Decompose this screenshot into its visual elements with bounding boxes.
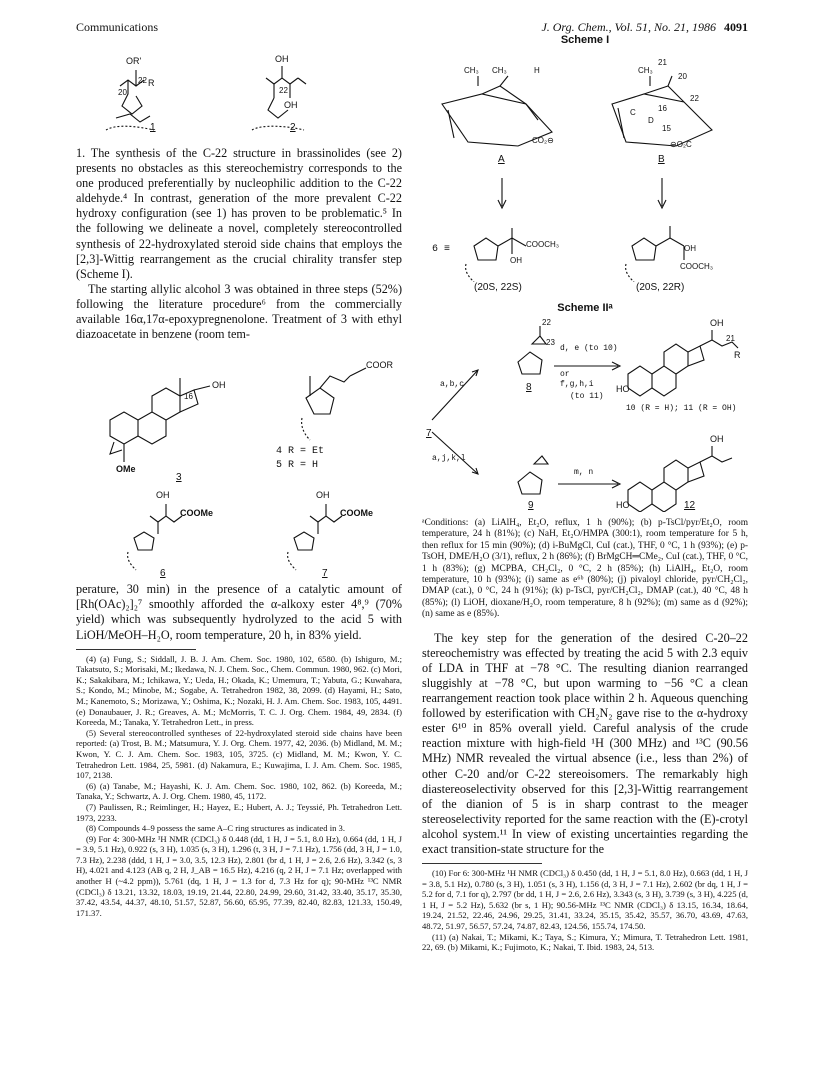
scheme-1 (422, 46, 748, 282)
label-ch3-a1: CH₃ (464, 66, 479, 75)
label-c22-b: 22 (279, 86, 288, 95)
compound-label-7: 7 (322, 568, 328, 580)
right-column (422, 34, 748, 953)
compound-label-5: 5 R = H (276, 460, 319, 472)
ts-label-a: A (498, 154, 505, 165)
label-ome-3: OMe (116, 464, 136, 475)
body-continuation (76, 582, 402, 642)
label-ho-10: HO (616, 384, 630, 394)
label-cooch3-a: COOCH₃ (526, 240, 560, 249)
structures-3-4-5 (76, 346, 402, 486)
header-journal (541, 20, 748, 35)
label-oh-3: OH (212, 380, 226, 391)
structure-drawing-1-2 (76, 34, 402, 138)
paragraph-2: The starting allylic alcohol 3 was obtained in three steps (52%) following the literature procedure⁶ from the commercially available 16α,17α-epoxypregnenolone. Treatment of 3 with ethyl diazoacetate in benzene (room tem- (76, 281, 402, 342)
label-c22-a: 22 (138, 76, 147, 85)
label-c22-8: 22 (542, 318, 551, 327)
left-column (76, 34, 402, 918)
label-or-prime: OR' (126, 56, 142, 66)
footnote-11: (11) (a) Nakai, T.; Mikami, K.; Taya, S.; Kimura, Y.; Mimura, T. Tetrahedron Lett. 1981, 22, 69. (b) Mikami, K.; Fujimoto, K.; Nakai, T. Ibid. 1983, 24, 513. (422, 931, 748, 953)
paragraph-1: 1. The synthesis of the C-22 structure in brassinolides (see 2) presents no obstacles as this stereochemistry corresponds to the one produced preferentially by nucleophilic addition to the C-22 aldehyde.⁴ In contrast, generation of the more prevalent C-22 hydroxy configuration (see 1) has proven to be problematic.⁵ In the following we delineate a novel, completely stereocontrolled synthesis of 22-hydroxylated steroid side chains that employs the [2,3]-Wittig rearrangement as the crucial chirality transfer step (Scheme I). (76, 146, 402, 281)
footnote-9: (9) For 4: 300-MHz ¹H NMR (CDCl₃) δ 0.448 (dd, 1 H, J = 5.1, 8.0 Hz), 0.664 (dd, 1 H, J = 3.9, 5.1 Hz), 0.922 (s, 3 H), 1.035 (s, 3 H), 1.296 (t, 3 H, J = 7.1 Hz), 1.756 (dd, 3 H, J = 1.0, 7.3 Hz), 2.238 (ddd, 1 H, J = 3.0, 3.5, 12.3 Hz), 2.801 (br d, 1 H, J = 2.6, 2.6 Hz), 3.342 (s, 3 H), 4.021 and 4.123 (AB q, 2 H, J_AB = 16.5 Hz), 4.216 (q, 2 H, J = 7.1 Hz; overlapped with another H (~4.2 ppm)), 5.761 (dq, 1 H, J = 1.3 for d, 7.3 Hz for q); 90-MHz ¹³C NMR (CDCl₃) δ 13.21, 13.32, 18.03, 19.19, 21.44, 22.80, 24.99, 29.60, 31.42, 33.40, 35.17, 35.30, 37.42, 43.54, 44.37, 48.10, 51.57, 52.87, 56.60, 65.95, 77.39, 82.40, 82.83, 121.33, 150.49, 171.37. (76, 833, 402, 918)
label-c20: 20 (118, 88, 127, 97)
footnote-rule-right (422, 863, 542, 864)
label-r: R (148, 78, 155, 88)
structure-drawing-6-7 (76, 486, 402, 582)
compound-label-10-11: 10 (R = H); 11 (R = OH) (626, 404, 737, 413)
footnote-5: (5) Several stereocontrolled syntheses of 22-hydroxylated steroid side chains have been reported: (a) Trost, B. M.; Matsumura, Y. J. Org. Chem. 1977, 42, 2036. (b) Midland, M. M.; Kwon, Y. C. J. Am. Chem. Soc. 1983, 105, 3725. (c) Midland, M. M.; Kwon, Y. C. Tetrahedron Lett. 1984, 25, 5981. (d) Nakamura, E.; Kuwajima, I. J. Am. Chem. Soc. 1985, 107, 2138. (76, 727, 402, 781)
label-six-equals: 6 ≡ (432, 244, 451, 255)
label-c21-10: 21 (726, 334, 735, 343)
scheme-1-drawing (422, 46, 748, 282)
scheme-2-title: Scheme IIᵃ (557, 302, 613, 314)
header-citation: J. Org. Chem., Vol. 51, No. 21, 1986 (541, 20, 716, 34)
footnote-rule (76, 649, 196, 650)
label-o2c-b: ⊖O₂C (670, 140, 692, 149)
label-oh-12: OH (710, 434, 724, 444)
stereo-label-20s-22r: (20S, 22R) (636, 282, 685, 293)
stereo-label-20s-22s: (20S, 22S) (474, 282, 522, 293)
label-oh-7: OH (316, 490, 330, 501)
label-h-a: H (534, 66, 540, 75)
label-coor: COOR (366, 360, 393, 371)
label-c22-b: 22 (690, 94, 699, 103)
label-oh-10: OH (710, 318, 724, 328)
paragraph-3: perature, 30 min) in the presence of a catalytic amount of [Rh(OAc)₂]₂⁷ smoothly afforded the α-alkoxy ester 4⁸,⁹ (70% yield) which was subsequently hydrolyzed to the acid 5 with LiOH/MeOH–H₂O, room temperature, 20 h, in 83% yield. (76, 582, 402, 642)
footnote-4: (4) (a) Fung, S.; Siddall, J. B. J. Am. Chem. Soc. 1980, 102, 6580. (b) Ishiguro, M.; Takatsuto, S.; Morisaki, M.; Ikedawa, N. J. Chem. Soc., Chem. Commun. 1980, 962. (c) Mori, K.; Sakakibara, M.; Ichikawa, Y.; Ueda, H.; Okada, K.; Umemura, T.; Yabuta, G.; Kuwahara, S.; Kondo, M.; Minobe, M.; Sogabe, A. Tetrahedron 1982, 38, 2099. (d) Hayami, H.; Sato, M.; Kanemoto, S.; Morizawa, Y.; Oshima, K.; Nozaki, H. J. Am. Chem. Soc. 1983, 105, 4491. (e) Donaubauer, J. R.; Greaves, A. M.; McMorris, T. C. J. Org. Chem. 1984, 49, 2834. (f) Koreeda, M.; Tanaka, Y. Tetrahedron Lett., in press. (76, 653, 402, 728)
header-section: Communications (76, 20, 158, 34)
stereo-labels (422, 282, 748, 298)
label-oh-bottom: OH (284, 100, 298, 110)
label-oh-b: OH (684, 244, 696, 253)
label-ho-12: HO (616, 500, 630, 510)
step-label-ajkl: a,j,k,l (432, 454, 466, 463)
label-co2-a: CO₂⊖ (532, 136, 554, 145)
footnotes-left (76, 654, 402, 919)
label-coome-6: COOMe (180, 508, 214, 519)
compound-label-6: 6 (160, 568, 166, 580)
step-label-abc: a,b,c (440, 380, 465, 389)
footnote-8: (8) Compounds 4–9 possess the same A–C ring structures as indicated in 3. (86, 823, 345, 834)
label-coome-7: COOMe (340, 508, 374, 519)
label-c15-b: 15 (662, 124, 671, 133)
label-ch3-b1: CH₃ (638, 66, 653, 75)
label-oh-6: OH (156, 490, 170, 501)
compound-label-1: 1 (150, 122, 156, 133)
label-c20-b: 20 (678, 72, 687, 81)
label-c23-8: 23 (546, 338, 555, 347)
ts-label-b: B (658, 154, 665, 165)
body-right (422, 631, 748, 857)
page-number: 4091 (724, 20, 748, 34)
step-label-fghi: f,g,h,i (560, 380, 594, 389)
label-ring-c: C (630, 108, 636, 117)
footnote-7: (7) Paulissen, R.; Reimlinger, H.; Hayez, E.; Hubert, A. J.; Teyssié, Ph. Tetrahedron Lett. 1973, 2233. (76, 801, 402, 823)
scheme-1-title: Scheme I (560, 34, 610, 46)
footnote-6: (6) (a) Tanabe, M.; Hayashi, K. J. Am. Chem. Soc. 1980, 102, 862. (b) Koreeda, M.; Tanaka, Y.; Schwartz, A. J. Org. Chem. 1980, 45, 1172. (76, 780, 402, 802)
step-label-de: d, e (to 10) (560, 344, 618, 353)
body-intro (76, 146, 402, 342)
label-c16-3: 16 (184, 392, 193, 402)
compound-label-8: 8 (526, 382, 532, 393)
compound-label-4: 4 R = Et (276, 446, 325, 458)
scheme-2 (422, 314, 748, 512)
label-ring-d: D (648, 116, 654, 125)
structures-6-7 (76, 486, 402, 582)
compound-label-3: 3 (176, 472, 182, 484)
scheme-2-conditions: ᵃConditions: (a) LiAlH₄, Et₂O, reflux, 1 h (90%); (b) p-TsCl/pyr/Et₂O, room temperature, 24 h (81%); (c) NaH, Et₂O/HMPA (300:1), room temperature for 5 h, then reflux for 15 min (90%); (d) i-BuMgCl, CuI (cat.), THF, 0 °C, 1 h (93%); (e) p-TsOH, DME/H₂O (3/1), reflux, 2 h (86%); (f) BrMgCH═CMe₂, CuI (cat.), THF, 0 °C, 1 h (83%); (g) MCPBA, CH₂Cl₂, 0 °C, 2 h (85%); (h) LiAlH₄, Et₂O, room temperature, 10 h (93%); (i) same as e⁶ᵇ (80%); (j) pivaloyl chloride, pyr/CH₂Cl₂, DMAP (cat.), 0 °C, 24 h (91%); (k) p-TsCl, pyr/CH₂Cl₂, DMAP (cat.), 40 °C, 48 h (85%); (l) LiOH, dioxane/H₂O, room temperature, 8 h (92%); (m) same as d (92%); (n) same as e (85%). (422, 518, 748, 620)
compound-label-12: 12 (684, 500, 696, 511)
label-oh-top: OH (275, 54, 289, 64)
compound-label-7b: 7 (426, 428, 432, 439)
label-cooch3-b: COOCH₃ (680, 262, 714, 271)
footnotes-right (422, 868, 748, 953)
step-label-or: or (560, 370, 570, 379)
label-c21-b: 21 (658, 58, 667, 67)
label-oh-a: OH (510, 256, 522, 265)
paragraph-right: The key step for the generation of the desired C-20–22 stereochemistry was effected by treating the acid 5 with 2.3 equiv of LDA in THF at −78 °C. The resulting dianion rearranged sluggishly at −78 °C, but upon warming to −56 °C a clean rearrangement reaction took place within 2 h. Aqueous quenching followed by esterification with CH₂N₂ gave rise to the α-hydroxy ester 6¹⁰ in 85% overall yield. Careful analysis of the crude reaction mixture with high-field ¹H (300 MHz) and ¹³C (90.56 MHz) NMR revealed the virtual absence (i.e., less than 2%) of other C-20 and/or C-22 stereoisomers. The remarkably high diastereoselectivity observed for this [2,3]-Wittig rearrangement of the dianion of 5 is in sharp contrast to the meager stereoselectivity reported for the same reaction with the (E)-crotyl alcohol system.¹¹ In view of existing uncertainties regarding the exact transition-state structure for the (422, 630, 748, 856)
label-r-10: R (734, 350, 741, 360)
step-label-to11: (to 11) (570, 392, 604, 401)
structures-1-2 (76, 34, 402, 138)
step-label-mn: m, n (574, 468, 594, 477)
compound-label-2: 2 (290, 122, 296, 133)
label-ch3-a2: CH₃ (492, 66, 507, 75)
label-c16-b: 16 (658, 104, 667, 113)
footnote-10: (10) For 6: 300-MHz ¹H NMR (CDCl₃) δ 0.450 (dd, 1 H, J = 5.1, 8.0 Hz), 0.663 (dd, 1 H, J = 3.8, 5.1 Hz), 0.780 (s, 3 H), 1.051 (s, 3 H), 1.156 (d, 3 H, J = 7.1 Hz), 2.602 (br dq, 1 H, J = 5.2 for d, 7.1 for q), 2.797 (br dd, 1 H, J = 2.6, 2.6 Hz), 3.343 (s, 3 H), 3.739 (s, 3 H), 4.225 (d, 1 H, J = 5.2 Hz), 5.632 (br s, 1 H); 90.56-MHz ¹³C NMR (CDCl₃) δ 13.15, 16.34, 18.64, 19.24, 21.52, 22.46, 24.96, 29.25, 31.41, 33.24, 35.15, 35.42, 35.57, 36.70, 43.69, 47.63, 48.72, 51.97, 56.57, 57.24, 74.87, 82.43, 124.56, 155.74, 174.50. (422, 868, 748, 932)
compound-label-9: 9 (528, 500, 534, 511)
